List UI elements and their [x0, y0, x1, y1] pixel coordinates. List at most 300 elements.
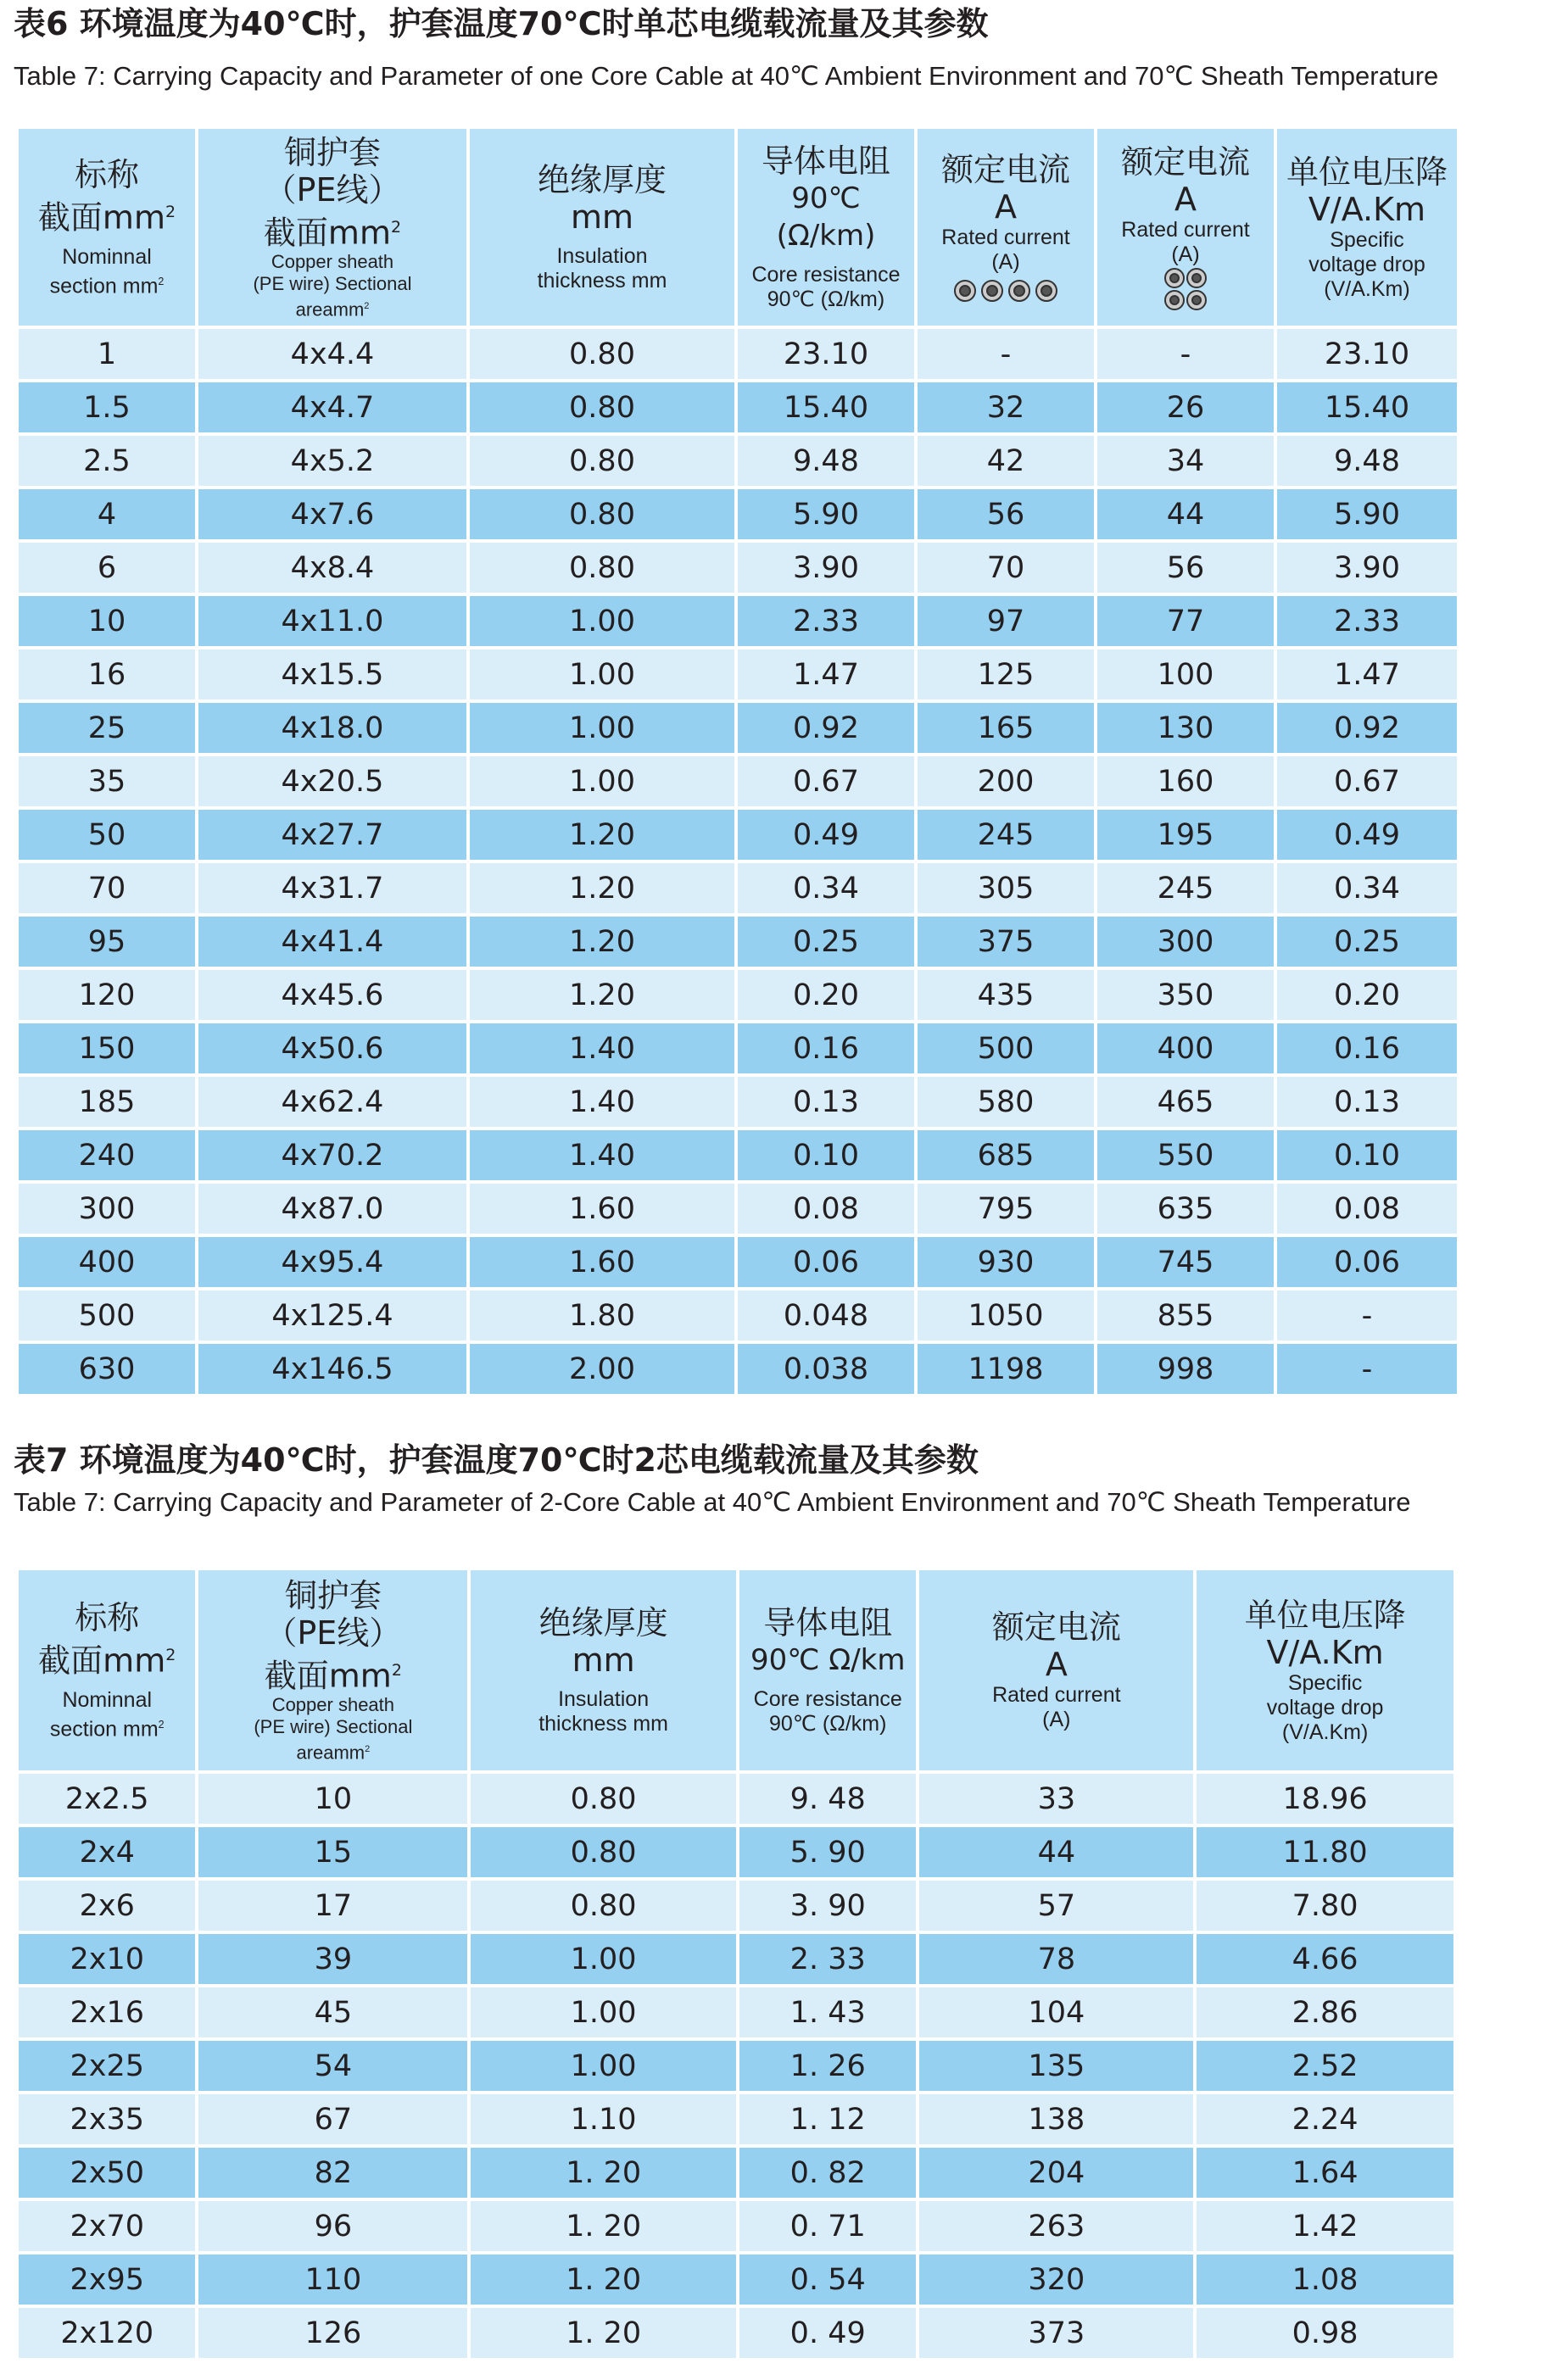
table-cell: 97 — [918, 596, 1094, 646]
table6-title-en: Table 7: Carrying Capacity and Parameter of one Core Cable at 40℃ Ambient Environment and 70℃ Sheath Temperature — [14, 61, 1439, 91]
table-row — [19, 596, 1457, 646]
table-cell: 25 — [19, 703, 195, 753]
table-cell: 1.00 — [471, 1987, 736, 2037]
table-cell: 130 — [1097, 703, 1274, 753]
table-cell: 1. 12 — [739, 2094, 916, 2144]
table-cell: 1.64 — [1197, 2148, 1453, 2198]
table-cell: 0.80 — [470, 329, 734, 379]
table-cell: 9.48 — [738, 436, 914, 486]
table-cell: 18.96 — [1197, 1774, 1453, 1824]
table-cell: 67 — [198, 2094, 467, 2144]
table-cell: 1.00 — [471, 2041, 736, 2091]
table-cell: 0.80 — [471, 1774, 736, 1824]
table-cell: 1.00 — [470, 756, 734, 806]
header-en: thickness mm — [537, 269, 667, 293]
table-cell: 0.34 — [1277, 863, 1457, 913]
table-cell: 4x50.6 — [198, 1023, 466, 1073]
table-row — [19, 1344, 1457, 1394]
header-en: Core resistance — [751, 263, 901, 287]
header-cn: 铜护套 — [284, 1576, 382, 1614]
table-cell: 1 — [19, 329, 195, 379]
header-en: Rated current — [992, 1683, 1121, 1707]
table-cell: 4x45.6 — [198, 970, 466, 1020]
header-cn: （PE线） — [265, 1614, 402, 1652]
table-cell: 0.80 — [470, 436, 734, 486]
table-cell: 0.92 — [1277, 703, 1457, 753]
table-cell: 44 — [919, 1827, 1193, 1877]
table-cell: 2.86 — [1197, 1987, 1453, 2037]
table-cell: 5.90 — [1277, 489, 1457, 539]
table-cell: 4x8.4 — [198, 543, 466, 593]
table-cell: 0.06 — [738, 1237, 914, 1287]
table-cell: 96 — [198, 2201, 467, 2251]
table-cell: 0.08 — [738, 1184, 914, 1234]
header-en: 90℃ (Ω/km) — [767, 287, 885, 311]
table-cell: 1.20 — [470, 810, 734, 860]
table-cell: 300 — [1097, 917, 1274, 967]
table-cell: 138 — [919, 2094, 1193, 2144]
table-cell: 204 — [919, 2148, 1193, 2198]
header-cn: V/A.Km — [1308, 190, 1426, 228]
header-en: Insulation — [556, 244, 648, 268]
table-cell: 0. 49 — [739, 2308, 916, 2358]
table-row — [19, 2201, 1453, 2251]
table-cell: 125 — [918, 649, 1094, 700]
cable-square-layout-icon — [1160, 267, 1211, 311]
table-cell: 4x70.2 — [198, 1130, 466, 1180]
header-cn: 铜护套 — [283, 133, 381, 171]
table-cell: 0.34 — [738, 863, 914, 913]
table-row — [19, 810, 1457, 860]
table-cell: - — [1277, 1344, 1457, 1394]
table-cell: 15.40 — [1277, 382, 1457, 432]
table6-header-voltage-drop — [1277, 129, 1457, 326]
table-cell: 0.20 — [1277, 970, 1457, 1020]
table-cell: 1.20 — [470, 863, 734, 913]
table-cell: 5.90 — [738, 489, 914, 539]
table-cell: 4x95.4 — [198, 1237, 466, 1287]
table-cell: 39 — [198, 1934, 467, 1984]
table-cell: 77 — [1097, 596, 1274, 646]
table6-header-copper-sheath — [198, 129, 466, 326]
table-cell: 855 — [1097, 1290, 1274, 1340]
table-cell: 23.10 — [1277, 329, 1457, 379]
header-en: (V/A.Km) — [1281, 1720, 1369, 1744]
table6-header-rated-current-flat — [918, 129, 1094, 326]
table-cell: 32 — [918, 382, 1094, 432]
table-row — [19, 649, 1457, 700]
table-cell: 0.08 — [1277, 1184, 1457, 1234]
table-cell: 4x31.7 — [198, 863, 466, 913]
header-en: Core resistance — [753, 1687, 902, 1711]
header-en: (PE wire) Sectional — [253, 273, 412, 295]
header-cn: mm — [572, 1641, 635, 1679]
table-cell: 2x2.5 — [19, 1774, 195, 1824]
table-cell: 1. 20 — [471, 2255, 736, 2305]
table-cell: 2.5 — [19, 436, 195, 486]
table7-header-voltage-drop — [1197, 1570, 1453, 1770]
table-cell: 1. 20 — [471, 2148, 736, 2198]
table-cell: 9.48 — [1277, 436, 1457, 486]
table-row — [19, 489, 1457, 539]
table-row — [19, 756, 1457, 806]
table-cell: 1.20 — [470, 917, 734, 967]
table7-title-cn: 表7 环境温度为40℃时，护套温度70℃时2芯电缆载流量及其参数 — [14, 1441, 979, 1479]
table-cell: 0.20 — [738, 970, 914, 1020]
header-cn: 额定电流 — [1120, 143, 1250, 181]
table-cell: 1.08 — [1197, 2255, 1453, 2305]
table-cell: 4x11.0 — [198, 596, 466, 646]
table-cell: 1.42 — [1197, 2201, 1453, 2251]
table-cell: 500 — [19, 1290, 195, 1340]
table-cell: 0.06 — [1277, 1237, 1457, 1287]
table-cell: 100 — [1097, 649, 1274, 700]
table-cell: 0.49 — [738, 810, 914, 860]
table-cell: 350 — [1097, 970, 1274, 1020]
table-cell: 33 — [919, 1774, 1193, 1824]
table-row — [19, 1827, 1453, 1877]
table-cell: 1.00 — [470, 649, 734, 700]
header-cn: 截面$mm^2$ — [37, 198, 176, 237]
table-cell: 0. 54 — [739, 2255, 916, 2305]
table-cell: 0.048 — [738, 1290, 914, 1340]
table-cell: 7.80 — [1197, 1881, 1453, 1931]
header-en: Insulation — [558, 1687, 650, 1711]
table-cell: 185 — [19, 1077, 195, 1127]
header-cn: 截面$mm^2$ — [263, 214, 402, 252]
header-en: Copper sheath — [271, 1694, 395, 1716]
table-cell: 15 — [198, 1827, 467, 1877]
table-cell: 0. 82 — [739, 2148, 916, 2198]
table-cell: 245 — [1097, 863, 1274, 913]
table-row — [19, 917, 1457, 967]
table-cell: 4x5.2 — [198, 436, 466, 486]
table-cell: 1.20 — [470, 970, 734, 1020]
table-cell: 16 — [19, 649, 195, 700]
table-cell: - — [1097, 329, 1274, 379]
header-cn: 绝缘厚度 — [537, 161, 667, 198]
header-cn: 绝缘厚度 — [538, 1604, 668, 1641]
table-cell: 1.00 — [470, 596, 734, 646]
table-cell: 0.25 — [1277, 917, 1457, 967]
table-row — [19, 543, 1457, 593]
table-row — [19, 1774, 1453, 1824]
table-row — [19, 1023, 1457, 1073]
header-cn: 单位电压降 — [1244, 1596, 1406, 1634]
cable-flat-layout-icon — [951, 278, 1061, 304]
table-cell: 120 — [19, 970, 195, 1020]
table-cell: 1. 20 — [471, 2308, 736, 2358]
table-cell: 1. 43 — [739, 1987, 916, 2037]
table6-header-rated-current-square — [1097, 129, 1274, 326]
table-cell: 150 — [19, 1023, 195, 1073]
table-cell: 4x125.4 — [198, 1290, 466, 1340]
table-cell: 2x4 — [19, 1827, 195, 1877]
table-cell: 375 — [918, 917, 1094, 967]
table-row — [19, 1237, 1457, 1287]
table-cell: 50 — [19, 810, 195, 860]
table-cell: 6 — [19, 543, 195, 593]
table6-header-nominal-section — [19, 129, 195, 326]
table-row — [19, 1987, 1453, 2037]
table-cell: 795 — [918, 1184, 1094, 1234]
table-cell: 2x16 — [19, 1987, 195, 2037]
header-en: Rated current — [941, 226, 1070, 249]
header-cn: 截面$mm^2$ — [264, 1657, 402, 1695]
table-cell: 0.80 — [470, 489, 734, 539]
table-cell: 550 — [1097, 1130, 1274, 1180]
table-cell: 1. 20 — [471, 2201, 736, 2251]
header-cn: V/A.Km — [1266, 1633, 1384, 1671]
table7-header-nominal-section — [19, 1570, 195, 1770]
table-cell: 0.13 — [1277, 1077, 1457, 1127]
table-cell: 42 — [918, 436, 1094, 486]
table-cell: 2.33 — [738, 596, 914, 646]
table-cell: 0.13 — [738, 1077, 914, 1127]
table-cell: 56 — [1097, 543, 1274, 593]
table-cell: 56 — [918, 489, 1094, 539]
table-cell: 54 — [198, 2041, 467, 2091]
table-cell: 4x20.5 — [198, 756, 466, 806]
table-cell: 35 — [19, 756, 195, 806]
table-cell: 5. 90 — [739, 1827, 916, 1877]
header-en: voltage drop — [1308, 252, 1425, 276]
table-cell: 2.24 — [1197, 2094, 1453, 2144]
table6 — [15, 125, 1460, 1397]
table-cell: 1.47 — [738, 649, 914, 700]
table-cell: 0.80 — [470, 543, 734, 593]
table-row — [19, 863, 1457, 913]
header-en: (A) — [991, 250, 1020, 274]
table-cell: 930 — [918, 1237, 1094, 1287]
header-cn: 标称 — [75, 1599, 140, 1636]
table-cell: 998 — [1097, 1344, 1274, 1394]
table-row — [19, 1077, 1457, 1127]
table-cell: - — [1277, 1290, 1457, 1340]
table-cell: 70 — [918, 543, 1094, 593]
table-cell: 160 — [1097, 756, 1274, 806]
table-cell: 70 — [19, 863, 195, 913]
table-cell: 0.49 — [1277, 810, 1457, 860]
table7-header-insulation — [471, 1570, 736, 1770]
table7-header-rated-current — [919, 1570, 1193, 1770]
table-cell: 165 — [918, 703, 1094, 753]
table-cell: 34 — [1097, 436, 1274, 486]
table-cell: 0.92 — [738, 703, 914, 753]
table-cell: 1.80 — [470, 1290, 734, 1340]
header-en: Nominnal — [62, 1687, 153, 1712]
table-row — [19, 703, 1457, 753]
table-row — [19, 1130, 1457, 1180]
table-cell: 3.90 — [738, 543, 914, 593]
table-cell: 400 — [1097, 1023, 1274, 1073]
table-cell: 245 — [918, 810, 1094, 860]
header-en: section $mm^2$ — [49, 1716, 165, 1741]
table-cell: 0.10 — [738, 1130, 914, 1180]
table-cell: 104 — [919, 1987, 1193, 2037]
table-cell: 2x6 — [19, 1881, 195, 1931]
header-cn: A — [1174, 181, 1197, 218]
table-cell: 435 — [918, 970, 1094, 1020]
header-cn: 额定电流 — [991, 1608, 1121, 1646]
table7-body — [19, 1774, 1453, 2358]
table-cell: 1.40 — [470, 1077, 734, 1127]
table-cell: 200 — [918, 756, 1094, 806]
table-cell: 685 — [918, 1130, 1094, 1180]
table6-title-cn: 表6 环境温度为40℃时，护套温度70℃时单芯电缆载流量及其参数 — [14, 5, 989, 42]
table-row — [19, 2255, 1453, 2305]
table-cell: 10 — [198, 1774, 467, 1824]
table-cell: 2.52 — [1197, 2041, 1453, 2091]
table-cell: 9. 48 — [739, 1774, 916, 1824]
table6-header-core-resistance — [738, 129, 914, 326]
table-cell: 1.10 — [471, 2094, 736, 2144]
table-cell: 0.67 — [738, 756, 914, 806]
table7-header-core-resistance — [739, 1570, 916, 1770]
table-cell: 745 — [1097, 1237, 1274, 1287]
table-cell: 11.80 — [1197, 1827, 1453, 1877]
table-cell: 1050 — [918, 1290, 1094, 1340]
table-row — [19, 2094, 1453, 2144]
header-cn: 单位电压降 — [1286, 153, 1448, 191]
table-cell: 15.40 — [738, 382, 914, 432]
table-cell: 1.5 — [19, 382, 195, 432]
table-cell: 2x50 — [19, 2148, 195, 2198]
table-cell: 465 — [1097, 1077, 1274, 1127]
table-cell: 0.16 — [738, 1023, 914, 1073]
table-cell: 26 — [1097, 382, 1274, 432]
table-cell: 95 — [19, 917, 195, 967]
table-cell: 1.00 — [470, 703, 734, 753]
table-cell: 0.80 — [471, 1827, 736, 1877]
table-cell: 2.00 — [470, 1344, 734, 1394]
header-en: (V/A.Km) — [1324, 276, 1410, 301]
table-cell: 4 — [19, 489, 195, 539]
table-cell: 1.40 — [470, 1130, 734, 1180]
table-cell: 400 — [19, 1237, 195, 1287]
header-en: section $mm^2$ — [49, 273, 165, 298]
header-cn: 90℃ (Ω/km) — [776, 181, 876, 253]
header-cn: mm — [570, 198, 634, 236]
table-cell: 4x4.7 — [198, 382, 466, 432]
table-cell: 78 — [919, 1934, 1193, 1984]
table-cell: 2x70 — [19, 2201, 195, 2251]
table-row — [19, 2041, 1453, 2091]
table7-header-copper-sheath — [198, 1570, 467, 1770]
table6-header-insulation — [470, 129, 734, 326]
header-cn: 额定电流 — [940, 151, 1070, 188]
table-cell: 630 — [19, 1344, 195, 1394]
table-cell: 2x10 — [19, 1934, 195, 1984]
header-en: Specific — [1287, 1670, 1363, 1695]
table-row — [19, 2148, 1453, 2198]
table-cell: 635 — [1097, 1184, 1274, 1234]
table-cell: 17 — [198, 1881, 467, 1931]
table-cell: 126 — [198, 2308, 467, 2358]
table-cell: 300 — [19, 1184, 195, 1234]
table-cell: 0.038 — [738, 1344, 914, 1394]
table-cell: 10 — [19, 596, 195, 646]
table-cell: 1.60 — [470, 1184, 734, 1234]
table-cell: 4x87.0 — [198, 1184, 466, 1234]
table-cell: 4x27.7 — [198, 810, 466, 860]
table-cell: 0. 71 — [739, 2201, 916, 2251]
table-cell: 57 — [919, 1881, 1193, 1931]
table-row — [19, 382, 1457, 432]
table7-header-row — [19, 1570, 1453, 1770]
table-cell: 0.67 — [1277, 756, 1457, 806]
table7-title-en: Table 7: Carrying Capacity and Parameter of 2-Core Cable at 40℃ Ambient Environment and 70℃ Sheath Temperature — [14, 1487, 1411, 1517]
table-cell: 2x120 — [19, 2308, 195, 2358]
table-cell: 4x15.5 — [198, 649, 466, 700]
table-cell: 2x35 — [19, 2094, 195, 2144]
table-cell: 0.25 — [738, 917, 914, 967]
table-cell: 263 — [919, 2201, 1193, 2251]
header-en: (A) — [1042, 1708, 1071, 1731]
header-en: (PE wire) Sectional — [254, 1716, 413, 1738]
table-row — [19, 1290, 1457, 1340]
table-cell: 320 — [919, 2255, 1193, 2305]
table-cell: 1.60 — [470, 1237, 734, 1287]
header-cn: 90℃ Ω/km — [750, 1643, 906, 1677]
table-cell: 1.47 — [1277, 649, 1457, 700]
header-cn: 导体电阻 — [763, 1604, 893, 1641]
header-en: areamm$^2$ — [295, 298, 370, 320]
table-cell: 1.40 — [470, 1023, 734, 1073]
table-cell: 4x146.5 — [198, 1344, 466, 1394]
table-row — [19, 970, 1457, 1020]
header-en: voltage drop — [1266, 1695, 1384, 1720]
table-cell: 2. 33 — [739, 1934, 916, 1984]
table7 — [15, 1567, 1457, 2361]
header-en: Copper sheath — [271, 251, 394, 273]
header-en: (A) — [1171, 242, 1200, 266]
table-cell: 4.66 — [1197, 1934, 1453, 1984]
header-cn: （PE线） — [264, 170, 401, 209]
header-cn: A — [995, 188, 1017, 226]
table-cell: 4x41.4 — [198, 917, 466, 967]
table-cell: 500 — [918, 1023, 1094, 1073]
table-cell: 3.90 — [1277, 543, 1457, 593]
table-cell: 82 — [198, 2148, 467, 2198]
header-cn: A — [1045, 1646, 1068, 1683]
table-cell: - — [918, 329, 1094, 379]
table-cell: 580 — [918, 1077, 1094, 1127]
table-cell: 373 — [919, 2308, 1193, 2358]
header-cn: 标称 — [74, 156, 139, 193]
table-cell: 305 — [918, 863, 1094, 913]
table-row — [19, 1881, 1453, 1931]
table-row — [19, 436, 1457, 486]
table-cell: 44 — [1097, 489, 1274, 539]
table-cell: 110 — [198, 2255, 467, 2305]
table6-header-row — [19, 129, 1457, 326]
header-en: thickness mm — [538, 1712, 668, 1736]
table6-body — [19, 329, 1457, 1394]
table-cell: 2x25 — [19, 2041, 195, 2091]
header-cn: 导体电阻 — [761, 142, 890, 180]
header-en: Nominnal — [62, 244, 152, 269]
table-row — [19, 2308, 1453, 2358]
table-row — [19, 329, 1457, 379]
table-row — [19, 1934, 1453, 1984]
table-cell: 0.16 — [1277, 1023, 1457, 1073]
header-en: areamm$^2$ — [296, 1742, 371, 1764]
table-cell: 1198 — [918, 1344, 1094, 1394]
table-cell: 4x18.0 — [198, 703, 466, 753]
header-cn: 截面$mm^2$ — [38, 1641, 176, 1680]
table-cell: 4x7.6 — [198, 489, 466, 539]
